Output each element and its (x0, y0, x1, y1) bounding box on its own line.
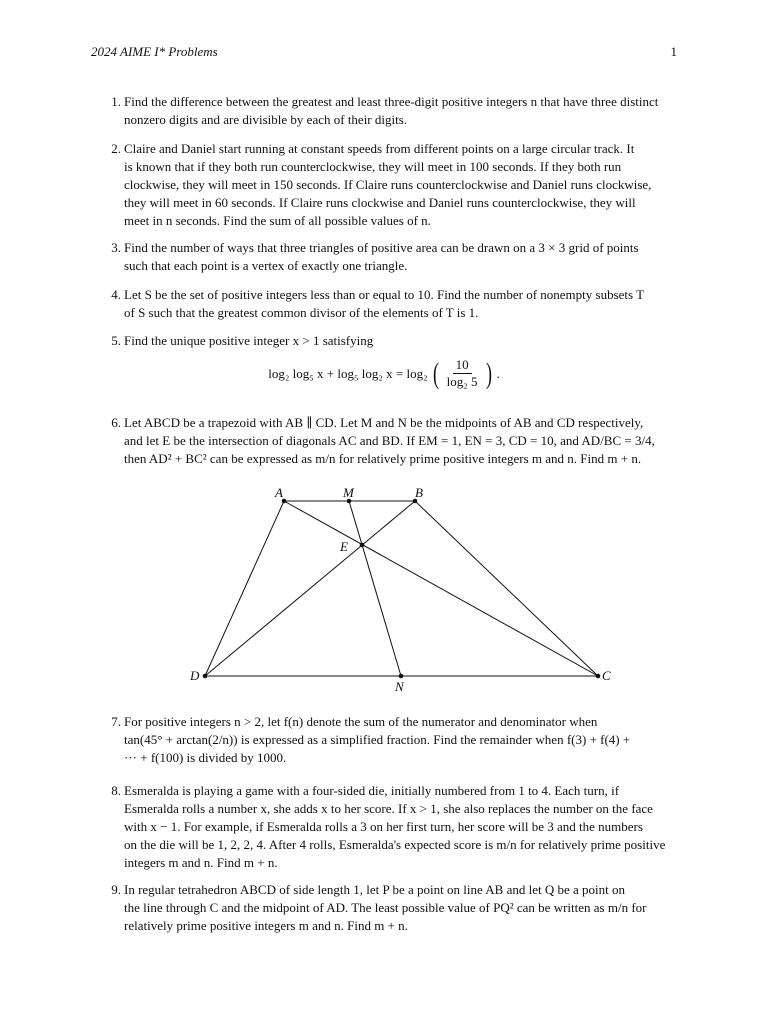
equation-lhs: log₂ log₅ x + log₅ log₂ x = log₂ (268, 365, 428, 381)
label-m: M (343, 485, 354, 500)
problem-line: with x − 1. For example, if Esmeralda rolls a 3 on her first turn, her score will be 3 and the numbers (124, 819, 643, 834)
problem-line: such that each point is a vertex of exactly one triangle. (124, 258, 408, 273)
label-n: N (395, 679, 404, 694)
fraction-denominator: log₂ 5 (446, 374, 478, 389)
problem-line: For positive integers n > 2, let f(n) denote the sum of the numerator and denominator when (124, 714, 598, 729)
problem-line: meet in n seconds. Find the sum of all possible values of n. (124, 213, 431, 228)
problem-number: 4. (111, 287, 121, 302)
segment-bc (415, 501, 598, 676)
label-a: A (275, 485, 283, 500)
right-paren: ) (485, 356, 492, 390)
segment-mn (349, 501, 401, 676)
problem-line: nonzero digits and are divisible by each of their digits. (124, 112, 408, 127)
equation-period: . (496, 365, 500, 381)
problem-number: 7. (111, 714, 121, 729)
problem-line: of S such that the greatest common divisor of the elements of T is 1. (124, 305, 479, 320)
page-number: 1 (670, 44, 677, 59)
problem-line: Esmeralda is playing a game with a four-sided die, initially numbered from 1 to 4. Each turn, if (124, 783, 620, 798)
point-e (360, 543, 365, 548)
problem-7 (91, 713, 678, 767)
problem-line: and let E be the intersection of diagonals AC and BD. If EM = 1, EN = 3, CD = 10, and AD/BC = 3/4, (124, 433, 655, 448)
problem-line: Let S be the set of positive integers less than or equal to 10. Find the number of nonempty subsets T (124, 287, 645, 302)
problem-9 (91, 881, 678, 935)
fraction-numerator: 10 (453, 357, 472, 374)
problem-line: tan(45° + arctan(2/n)) is expressed as a simplified fraction. Find the remainder when f(3) + f(4) + (124, 732, 631, 747)
diagonal-ac (284, 501, 598, 676)
document-title: 2024 AIME I* Problems (91, 44, 218, 59)
problem-number: 1. (111, 94, 121, 109)
label-d: D (190, 668, 200, 683)
problem-line: Let ABCD be a trapezoid with AB ∥ CD. Let M and N be the midpoints of AB and CD respectively, (124, 415, 644, 430)
problem-line: Find the unique positive integer x > 1 satisfying (124, 333, 374, 348)
problem-line: ··· + f(100) is divided by 1000. (124, 750, 287, 765)
problem-line: they will meet in 60 seconds. If Claire runs clockwise and Daniel runs counterclockwise, they will (124, 195, 636, 210)
point-c (596, 674, 601, 679)
problem-line: then AD² + BC² can be expressed as m/n for relatively prime positive integers m and n. Find m + n. (124, 451, 642, 466)
problem-line: Esmeralda rolls a number x, she adds x to her score. If x > 1, she also replaces the number on the face (124, 801, 653, 816)
problem-number: 3. (111, 240, 121, 255)
point-n (399, 674, 404, 679)
problem-number: 5. (111, 333, 121, 348)
problem-line: clockwise, they will meet in 150 seconds. If Claire runs counterclockwise and Daniel runs clockwise, (124, 177, 652, 192)
left-paren: ( (432, 356, 439, 390)
problem-line: the line through C and the midpoint of AD. The least possible value of PQ² can be written as m/n for (124, 900, 647, 915)
problem-line: relatively prime positive integers m and n. Find m + n. (124, 918, 408, 933)
label-b: B (415, 485, 423, 500)
problem-line: integers m and n. Find m + n. (124, 855, 278, 870)
segment-ad (205, 501, 284, 676)
problem-number: 6. (111, 415, 121, 430)
problem-8 (91, 782, 678, 872)
problem-number: 9. (111, 882, 121, 897)
problem-line: on the die will be 1, 2, 2, 4. After 4 rolls, Esmeralda's expected score is m/n for relatively prime positive (124, 837, 666, 852)
problem-line: is known that if they both run counterclockwise, they will meet in 100 seconds. If they both run (124, 159, 622, 174)
problem-line: Find the number of ways that three triangles of positive area can be drawn on a 3 × 3 grid of points (124, 240, 639, 255)
problem-number: 8. (111, 783, 121, 798)
problem-line: Find the difference between the greatest and least three-digit positive integers n that have three distinct (124, 94, 659, 109)
problem-line: In regular tetrahedron ABCD of side length 1, let P be a point on line AB and let Q be a point on (124, 882, 626, 897)
point-d (203, 674, 208, 679)
problem-line: Claire and Daniel start running at constant speeds from different points on a large circular track. It (124, 141, 635, 156)
diagonal-bd (205, 501, 415, 676)
problem-number: 2. (111, 141, 121, 156)
label-c: C (602, 668, 611, 683)
label-e: E (340, 539, 348, 554)
